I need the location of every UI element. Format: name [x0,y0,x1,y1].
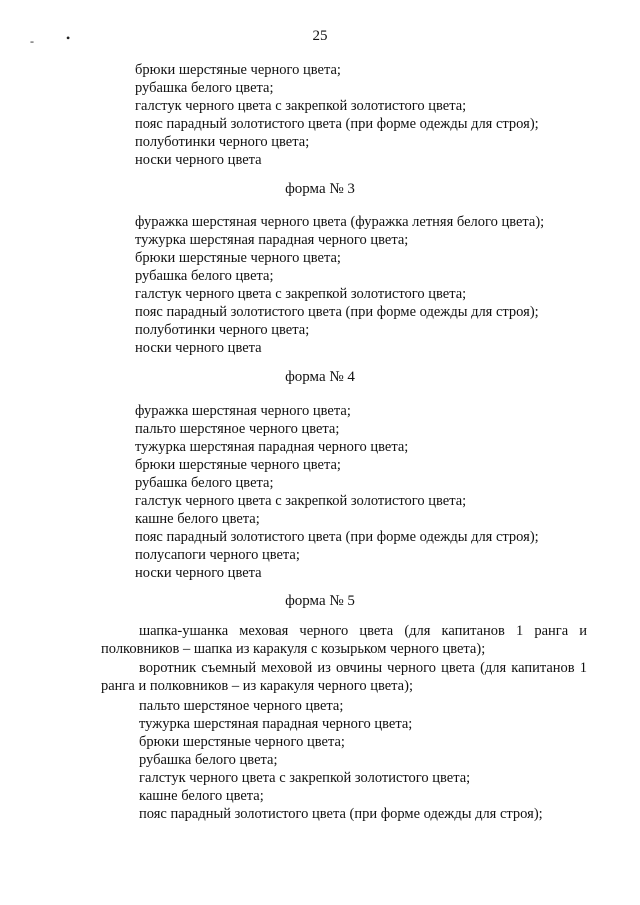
list-item: брюки шерстяные черного цвета; [135,250,341,266]
list-item: фуражка шерстяная черного цвета; [135,403,351,419]
scan-mark: • [66,31,71,45]
list-item: кашне белого цвета; [139,788,264,804]
list-item: рубашка белого цвета; [139,752,278,768]
form-5-paragraph: воротник съемный меховой из овчины черного цвета (для капитанов 1 ранга и полковников – из каракуля черного цвета); [101,660,587,694]
list-item: галстук черного цвета с закрепкой золотистого цвета; [135,98,467,114]
form-4-item-list [135,402,605,582]
top-item-list [135,61,605,169]
list-item: пальто шерстяное черного цвета; [135,421,340,437]
list-item: носки черного цвета [135,565,262,581]
list-item: фуражка шерстяная черного цвета (фуражка летняя белого цвета); [135,214,545,230]
form-4-heading: форма № 4 [285,369,355,385]
list-item: пояс парадный золотистого цвета (при форме одежды для строя); [139,806,543,822]
list-item: носки черного цвета [135,340,262,356]
list-item: тужурка шерстяная парадная черного цвета; [139,716,413,732]
list-item: тужурка шерстяная парадная черного цвета; [135,439,409,455]
list-item: галстук черного цвета с закрепкой золотистого цвета; [135,286,467,302]
form-3-item-list [135,213,605,357]
list-item: рубашка белого цвета; [135,80,274,96]
page-number: 25 [312,28,328,44]
list-item: брюки шерстяные черного цвета; [135,457,341,473]
list-item: полуботинки черного цвета; [135,134,310,150]
form-5-heading: форма № 5 [285,593,355,609]
form-5-item-list [139,697,609,823]
list-item: галстук черного цвета с закрепкой золотистого цвета; [139,770,471,786]
list-item: полусапоги черного цвета; [135,547,300,563]
scan-mark: - [30,34,34,48]
list-item: пояс парадный золотистого цвета (при форме одежды для строя); [135,529,539,545]
list-item: пальто шерстяное черного цвета; [139,698,344,714]
list-item: кашне белого цвета; [135,511,260,527]
form-5-paragraph: шапка-ушанка меховая черного цвета (для капитанов 1 ранга и полковников – шапка из каракуля с козырьком черного цвета); [101,623,587,657]
list-item: брюки шерстяные черного цвета; [135,62,341,78]
list-item: брюки шерстяные черного цвета; [139,734,345,750]
list-item: пояс парадный золотистого цвета (при форме одежды для строя); [135,116,539,132]
list-item: галстук черного цвета с закрепкой золотистого цвета; [135,493,467,509]
list-item: пояс парадный золотистого цвета (при форме одежды для строя); [135,304,539,320]
list-item: полуботинки черного цвета; [135,322,310,338]
list-item: рубашка белого цвета; [135,475,274,491]
form-3-heading: форма № 3 [285,181,355,197]
list-item: носки черного цвета [135,152,262,168]
list-item: рубашка белого цвета; [135,268,274,284]
list-item: тужурка шерстяная парадная черного цвета; [135,232,409,248]
